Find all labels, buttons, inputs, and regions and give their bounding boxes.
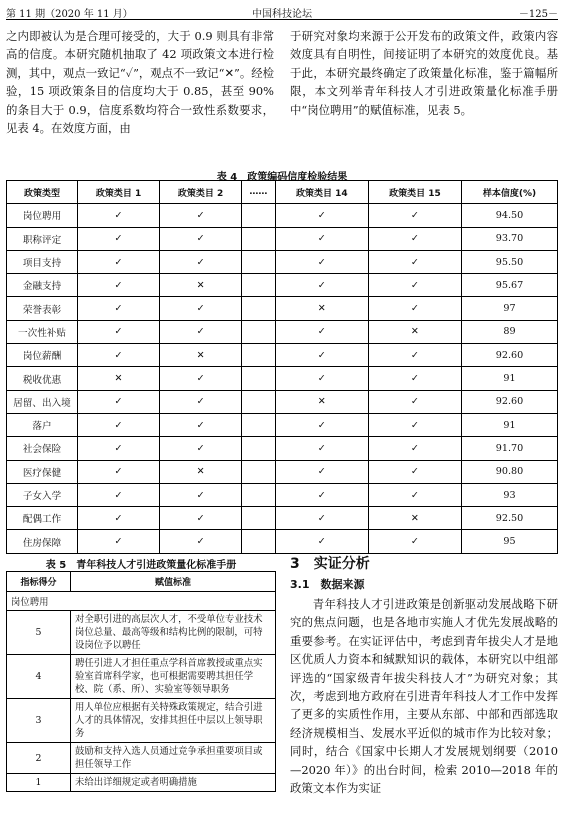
table5 <box>6 571 276 792</box>
mark-cell: ✓ <box>78 460 160 483</box>
standard-cell: 对全职引进的高层次人才，不受单位专业技术岗位总量、最高等级和结构比例的限制，可特设岗位予以聘任 <box>71 611 276 655</box>
header-cell: 政策类型 <box>7 181 78 204</box>
section-title: 3 实证分析 <box>290 556 370 572</box>
category-cell: 一次性补贴 <box>7 320 78 343</box>
journal-title: 中国科技论坛 <box>252 9 312 20</box>
table-row <box>7 530 558 553</box>
mark-cell: ✓ <box>160 367 242 390</box>
mark-cell: ✕ <box>160 274 242 297</box>
issue-label: 第 11 期（2020 年 11 月） <box>6 9 133 20</box>
mark-cell: ✓ <box>160 413 242 436</box>
mark-cell: ✓ <box>368 250 461 273</box>
table-row <box>7 204 558 227</box>
mark-cell: ✓ <box>78 250 160 273</box>
reliability-cell: 95.50 <box>462 250 558 273</box>
ellipsis-cell <box>242 437 276 460</box>
mark-cell: ✓ <box>78 437 160 460</box>
header-cell: 政策类目 14 <box>275 181 368 204</box>
reliability-cell: 93.70 <box>462 227 558 250</box>
reliability-cell: 92.60 <box>462 344 558 367</box>
mark-cell: ✕ <box>160 344 242 367</box>
reliability-cell: 91 <box>462 367 558 390</box>
table-row <box>7 250 558 273</box>
ellipsis-cell <box>242 250 276 273</box>
mark-cell: ✕ <box>275 390 368 413</box>
mark-cell: ✓ <box>368 204 461 227</box>
ellipsis-cell <box>242 227 276 250</box>
score-cell: 4 <box>7 655 71 699</box>
mark-cell: ✓ <box>275 507 368 530</box>
category-cell: 居留、出入境 <box>7 390 78 413</box>
mark-cell: ✓ <box>275 413 368 436</box>
reliability-cell: 91.70 <box>462 437 558 460</box>
mark-cell: ✓ <box>160 320 242 343</box>
header-cell: 赋值标准 <box>71 572 276 592</box>
category-cell: 社会保险 <box>7 437 78 460</box>
category-cell: 职称评定 <box>7 227 78 250</box>
mark-cell: ✓ <box>275 204 368 227</box>
category-cell: 配偶工作 <box>7 507 78 530</box>
mark-cell: ✓ <box>78 507 160 530</box>
reliability-cell: 92.50 <box>462 507 558 530</box>
header-cell: 样本信度(%) <box>462 181 558 204</box>
table-row <box>7 655 276 699</box>
category-cell: 项目支持 <box>7 250 78 273</box>
score-cell: 3 <box>7 699 71 743</box>
section-body <box>290 595 558 797</box>
header-cell: 政策类目 15 <box>368 181 461 204</box>
mark-cell: ✓ <box>78 413 160 436</box>
table-row <box>7 227 558 250</box>
category-cell: 落户 <box>7 413 78 436</box>
category-cell: 岗位聘用 <box>7 204 78 227</box>
mark-cell: ✓ <box>368 297 461 320</box>
mark-cell: ✕ <box>368 507 461 530</box>
category-cell: 岗位薪酬 <box>7 344 78 367</box>
score-cell: 2 <box>7 743 71 774</box>
table-row <box>7 743 276 774</box>
mark-cell: ✓ <box>78 274 160 297</box>
standard-cell: 用人单位应根据有关特殊政策规定，结合引进人才的具体情况，安排其担任中层以上领导职务 <box>71 699 276 743</box>
reliability-cell: 91 <box>462 413 558 436</box>
category-cell: 医疗保健 <box>7 460 78 483</box>
standard-cell: 聘任引进人才担任重点学科首席教授或重点实验室首席科学家，也可根据需要聘其担任学校、院（系、所）、实验室等领导职务 <box>71 655 276 699</box>
table4-header-row <box>7 181 558 204</box>
mark-cell: ✓ <box>368 530 461 553</box>
mark-cell: ✓ <box>368 483 461 506</box>
mark-cell: ✕ <box>160 460 242 483</box>
table4 <box>6 180 558 554</box>
mark-cell: ✓ <box>275 437 368 460</box>
mark-cell: ✓ <box>160 204 242 227</box>
mark-cell: ✕ <box>275 297 368 320</box>
paragraph: 于研究对象均来源于公开发布的政策文件，政策内容效度具有自明性，间接证明了本研究的效度优良。基于此，本研究最终确定了政策量化标准，鉴于篇幅所限，本文列举青年科技人才引进政策量化标准手册中“岗位聘用”的赋值标准，见表 5。 <box>290 29 558 117</box>
table-row <box>7 611 276 655</box>
category-cell: 金融支持 <box>7 274 78 297</box>
mark-cell: ✓ <box>78 204 160 227</box>
mark-cell: ✓ <box>368 227 461 250</box>
mark-cell: ✓ <box>275 460 368 483</box>
ellipsis-cell <box>242 413 276 436</box>
paragraph: 青年科技人才引进政策是创新驱动发展战略下研究的焦点问题，也是各地市实施人才优先发展战略的重要参考。在实证评估中，考虑到青年拔尖人才是地区优质人力资本和缄默知识的载体，本研究以中组部评选的“国家级青年拔尖科技人才”为研究对象；其次，考虑到地方政府在引进青年科技人才工作中发挥了更多的实质性作用，主要从东部、中部和西部选取经济规模相当、发展水平近似的城市作为比较对象；同时，结合《国家中长期人才发展规划纲要（2010—2020 年）》的出台时间，检索 2010—2018 年的政策文本作为实证 <box>290 597 558 796</box>
mark-cell: ✓ <box>275 227 368 250</box>
table5-group-row <box>7 592 276 611</box>
table4-body <box>7 204 558 553</box>
mark-cell: ✓ <box>78 297 160 320</box>
score-cell: 5 <box>7 611 71 655</box>
reliability-cell: 97 <box>462 297 558 320</box>
header-rule <box>6 19 558 20</box>
table-row <box>7 390 558 413</box>
ellipsis-cell <box>242 460 276 483</box>
mark-cell: ✓ <box>160 297 242 320</box>
table5-caption: 表 5 青年科技人才引进政策量化标准手册 <box>45 560 237 571</box>
mark-cell: ✓ <box>368 413 461 436</box>
table5-header-row <box>7 572 276 592</box>
table-row <box>7 460 558 483</box>
mark-cell: ✓ <box>160 227 242 250</box>
mark-cell: ✓ <box>275 367 368 390</box>
table-row <box>7 483 558 506</box>
standard-cell: 鼓励和支持入选人员通过竞争承担重要项目或担任领导工作 <box>71 743 276 774</box>
category-cell: 住房保障 <box>7 530 78 553</box>
reliability-cell: 92.60 <box>462 390 558 413</box>
mark-cell: ✓ <box>78 344 160 367</box>
ellipsis-cell <box>242 390 276 413</box>
right-column-text <box>290 27 558 119</box>
table-row <box>7 344 558 367</box>
paragraph: 之内即被认为是合理可接受的，大于 0.9 则具有非常高的信度。本研究随机抽取了 42 项政策文本进行检测，其中，观点一致记“✓”，观点不一致记“✕”。经检验，15 项政策条目的信度均大于 0.85，甚至 90%的条目大于 0.9，信度系数均符合一致性系数要求，见表 4。在效度方面，由 <box>6 29 274 136</box>
header-cell: …… <box>242 181 276 204</box>
table-row <box>7 507 558 530</box>
table-row <box>7 413 558 436</box>
header-cell: 指标得分 <box>7 572 71 592</box>
mark-cell: ✕ <box>368 320 461 343</box>
reliability-cell: 90.80 <box>462 460 558 483</box>
table-row <box>7 367 558 390</box>
ellipsis-cell <box>242 320 276 343</box>
mark-cell: ✓ <box>160 530 242 553</box>
mark-cell: ✓ <box>275 250 368 273</box>
mark-cell: ✓ <box>78 530 160 553</box>
reliability-cell: 89 <box>462 320 558 343</box>
mark-cell: ✓ <box>78 483 160 506</box>
ellipsis-cell <box>242 483 276 506</box>
mark-cell: ✓ <box>160 437 242 460</box>
table-row <box>7 699 276 743</box>
reliability-cell: 94.50 <box>462 204 558 227</box>
mark-cell: ✓ <box>160 390 242 413</box>
mark-cell: ✓ <box>78 227 160 250</box>
score-cell: 1 <box>7 774 71 792</box>
mark-cell: ✓ <box>368 344 461 367</box>
category-cell: 荣誉表彰 <box>7 297 78 320</box>
mark-cell: ✓ <box>368 460 461 483</box>
standard-cell: 未给出详细规定或者明确措施 <box>71 774 276 792</box>
header-cell: 政策类目 1 <box>78 181 160 204</box>
mark-cell: ✓ <box>368 390 461 413</box>
mark-cell: ✓ <box>275 483 368 506</box>
mark-cell: ✓ <box>275 320 368 343</box>
table-row <box>7 437 558 460</box>
table-row <box>7 274 558 297</box>
mark-cell: ✓ <box>78 320 160 343</box>
category-cell: 子女入学 <box>7 483 78 506</box>
table4-caption: 表 4 政策编码信度检验结果 <box>216 172 348 183</box>
ellipsis-cell <box>242 507 276 530</box>
reliability-cell: 95 <box>462 530 558 553</box>
ellipsis-cell <box>242 204 276 227</box>
ellipsis-cell <box>242 297 276 320</box>
mark-cell: ✓ <box>275 344 368 367</box>
table-row <box>7 320 558 343</box>
header-cell: 政策类目 2 <box>160 181 242 204</box>
page-number: －125－ <box>518 9 558 20</box>
mark-cell: ✓ <box>275 530 368 553</box>
ellipsis-cell <box>242 274 276 297</box>
mark-cell: ✓ <box>78 390 160 413</box>
mark-cell: ✕ <box>78 367 160 390</box>
mark-cell: ✓ <box>368 437 461 460</box>
mark-cell: ✓ <box>160 250 242 273</box>
mark-cell: ✓ <box>160 483 242 506</box>
table5-body <box>7 592 276 792</box>
mark-cell: ✓ <box>160 507 242 530</box>
subsection-title: 3.1 数据来源 <box>290 578 365 591</box>
mark-cell: ✓ <box>275 274 368 297</box>
ellipsis-cell <box>242 530 276 553</box>
table-row <box>7 297 558 320</box>
ellipsis-cell <box>242 344 276 367</box>
reliability-cell: 93 <box>462 483 558 506</box>
group-label: 岗位聘用 <box>7 592 276 611</box>
mark-cell: ✓ <box>368 367 461 390</box>
category-cell: 税收优惠 <box>7 367 78 390</box>
ellipsis-cell <box>242 367 276 390</box>
left-column-text <box>6 27 274 137</box>
mark-cell: ✓ <box>368 274 461 297</box>
table-row <box>7 774 276 792</box>
reliability-cell: 95.67 <box>462 274 558 297</box>
